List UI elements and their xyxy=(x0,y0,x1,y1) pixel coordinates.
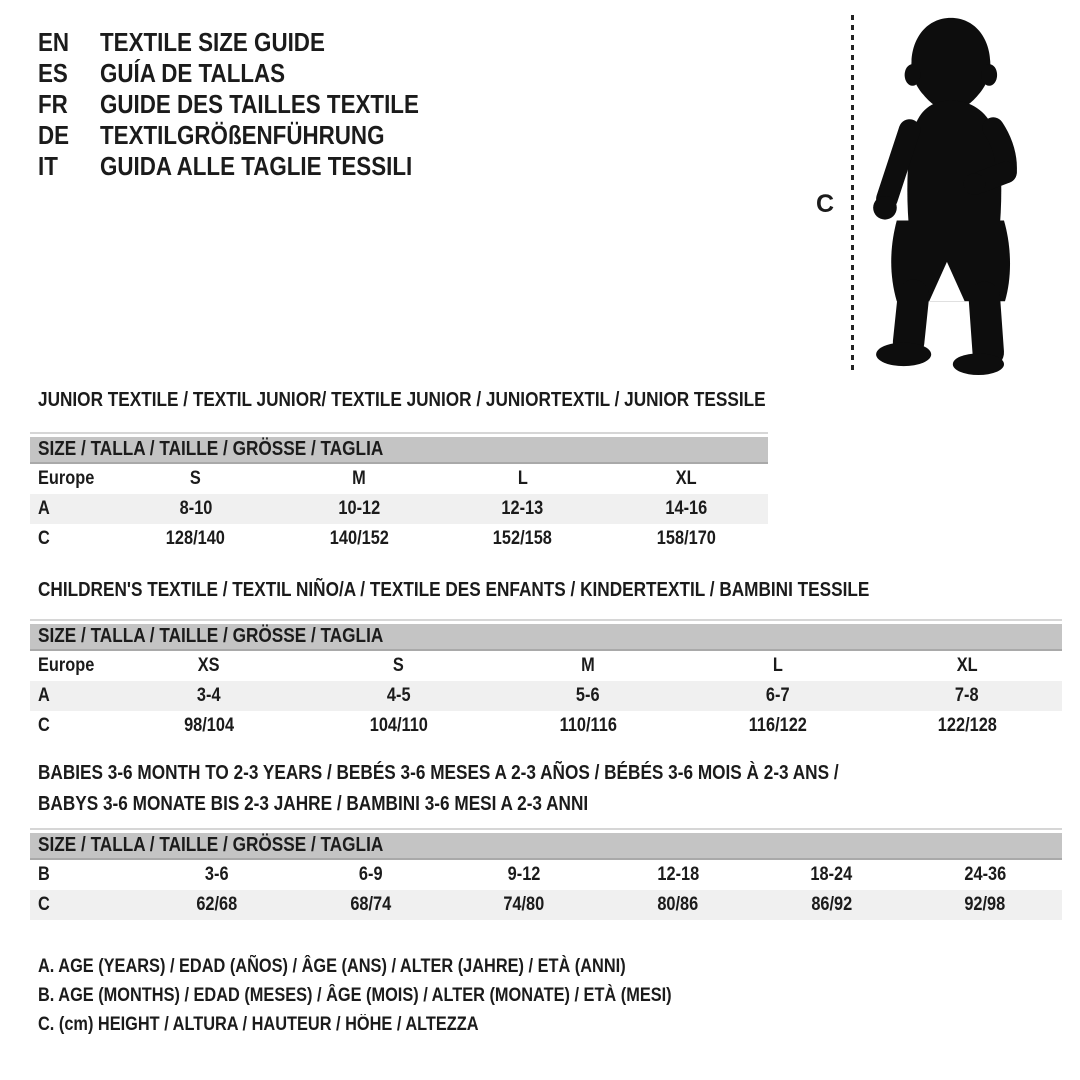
cell-value: M xyxy=(352,468,367,489)
lang-row-de xyxy=(38,120,471,151)
section-heading-babies xyxy=(38,758,969,820)
cell-value: 62/68 xyxy=(196,894,238,915)
section-heading-junior xyxy=(38,385,884,416)
legend-line-c: C. (cm) HEIGHT / ALTURA / HAUTEUR / HÖHE / ALTEZZA xyxy=(38,1014,479,1035)
lang-code: EN xyxy=(38,27,70,57)
cell-value: 4-5 xyxy=(386,685,411,706)
cell-value: 74/80 xyxy=(503,894,545,915)
cell-value: 140/152 xyxy=(329,528,389,549)
cell-value: 12-13 xyxy=(501,498,544,519)
lang-code: IT xyxy=(38,151,58,181)
cell-value: L xyxy=(517,468,528,489)
cell-value: 86/92 xyxy=(811,894,852,915)
cell-value: 98/104 xyxy=(183,715,234,736)
guide-title: GUÍA DE TALLAS xyxy=(100,58,286,88)
cell-value: 104/110 xyxy=(369,715,428,736)
row-label: C xyxy=(38,528,50,549)
lang-code: FR xyxy=(38,89,68,119)
lang-code: ES xyxy=(38,58,68,88)
section-heading-text-line1: BABIES 3-6 MONTH TO 2-3 YEARS / BEBÉS 3-6 MESES A 2-3 AÑOS / BÉBÉS 3-6 MOIS À 2-3 ANS / xyxy=(38,762,839,784)
table-row xyxy=(30,494,768,524)
lang-row-it xyxy=(38,151,471,182)
cell-value: 122/128 xyxy=(937,715,997,736)
row-label: C xyxy=(38,894,50,915)
row-label: Europe xyxy=(38,655,95,676)
lang-row-en xyxy=(38,27,471,58)
cell-value: 110/116 xyxy=(559,715,617,736)
row-label: Europe xyxy=(38,468,95,489)
size-band xyxy=(30,624,1062,651)
cell-value: 152/158 xyxy=(493,528,553,549)
junior-size-table xyxy=(30,432,768,554)
height-measure-label: C xyxy=(816,190,835,218)
table-row xyxy=(30,711,1062,741)
cell-value: 3-6 xyxy=(205,864,229,885)
cell-value: 24-36 xyxy=(964,864,1007,885)
guide-title: TEXTILE SIZE GUIDE xyxy=(100,27,325,57)
lang-row-fr xyxy=(38,89,471,120)
table-row xyxy=(30,464,768,494)
table-row xyxy=(30,651,1062,681)
section-heading-children xyxy=(38,575,1005,606)
table-row xyxy=(30,681,1062,711)
cell-value: L xyxy=(772,655,783,676)
size-band-text: SIZE / TALLA / TAILLE / GRÖSSE / TAGLIA xyxy=(38,625,384,647)
cell-value: 92/98 xyxy=(964,894,1006,915)
cell-value: M xyxy=(581,655,595,676)
cell-value: 7-8 xyxy=(955,685,979,706)
size-band xyxy=(30,437,768,464)
cell-value: S xyxy=(190,468,202,489)
size-band xyxy=(30,833,1062,860)
row-label: A xyxy=(38,498,50,519)
legend-line-a: A. AGE (YEARS) / EDAD (AÑOS) / ÂGE (ANS) / ALTER (JAHRE) / ETÀ (ANNI) xyxy=(38,956,626,977)
table-row xyxy=(30,524,768,554)
cell-value: 9-12 xyxy=(507,864,541,885)
section-heading-text: JUNIOR TEXTILE / TEXTIL JUNIOR/ TEXTILE JUNIOR / JUNIORTEXTIL / JUNIOR TESSILE xyxy=(38,389,766,411)
section-heading-text: CHILDREN'S TEXTILE / TEXTIL NIÑO/A / TEXTILE DES ENFANTS / KINDERTEXTIL / BAMBINI TESSILE xyxy=(38,579,870,601)
cell-value: 12-18 xyxy=(656,864,699,885)
cell-value: 158/170 xyxy=(656,528,716,549)
section-heading-text-line2: BABYS 3-6 MONATE BIS 2-3 JAHRE / BAMBINI 3-6 MESI A 2-3 ANNI xyxy=(38,793,589,815)
cell-value: XS xyxy=(197,655,220,676)
row-label: C xyxy=(38,715,50,736)
height-dotted-line xyxy=(851,15,854,372)
guide-title: TEXTILGRÖßENFÜHRUNG xyxy=(100,120,385,150)
cell-value: 3-4 xyxy=(196,685,221,706)
measurement-legend xyxy=(38,952,775,1039)
cell-value: 80/86 xyxy=(657,894,699,915)
table-row xyxy=(30,860,1062,890)
table-row xyxy=(30,890,1062,920)
cell-value: 128/140 xyxy=(166,528,226,549)
toddler-silhouette-icon xyxy=(862,12,1024,376)
cell-value: 5-6 xyxy=(576,685,600,706)
cell-value: 14-16 xyxy=(665,498,708,519)
legend-line-b: B. AGE (MONTHS) / EDAD (MESES) / ÂGE (MOIS) / ALTER (MONATE) / ETÀ (MESI) xyxy=(38,985,672,1006)
size-band-text: SIZE / TALLA / TAILLE / GRÖSSE / TAGLIA xyxy=(38,834,384,856)
cell-value: 18-24 xyxy=(810,864,853,885)
cell-value: 6-9 xyxy=(358,864,383,885)
guide-title: GUIDE DES TAILLES TEXTILE xyxy=(100,89,419,119)
cell-value: XL xyxy=(956,655,978,676)
cell-value: 116/122 xyxy=(748,715,807,736)
cell-value: S xyxy=(392,655,404,676)
cell-value: XL xyxy=(675,468,697,489)
row-label: A xyxy=(38,685,50,706)
cell-value: 6-7 xyxy=(765,685,790,706)
guide-title: GUIDA ALLE TAGLIE TESSILI xyxy=(100,151,413,181)
cell-value: 8-10 xyxy=(179,498,213,519)
lang-row-es xyxy=(38,58,471,89)
row-label: B xyxy=(38,864,50,885)
cell-value: 10-12 xyxy=(338,498,381,519)
size-band-text: SIZE / TALLA / TAILLE / GRÖSSE / TAGLIA xyxy=(38,438,384,460)
babies-size-table xyxy=(30,828,1062,920)
cell-value: 68/74 xyxy=(350,894,391,915)
children-size-table xyxy=(30,619,1062,741)
language-title-list xyxy=(38,27,471,182)
lang-code: DE xyxy=(38,120,70,150)
